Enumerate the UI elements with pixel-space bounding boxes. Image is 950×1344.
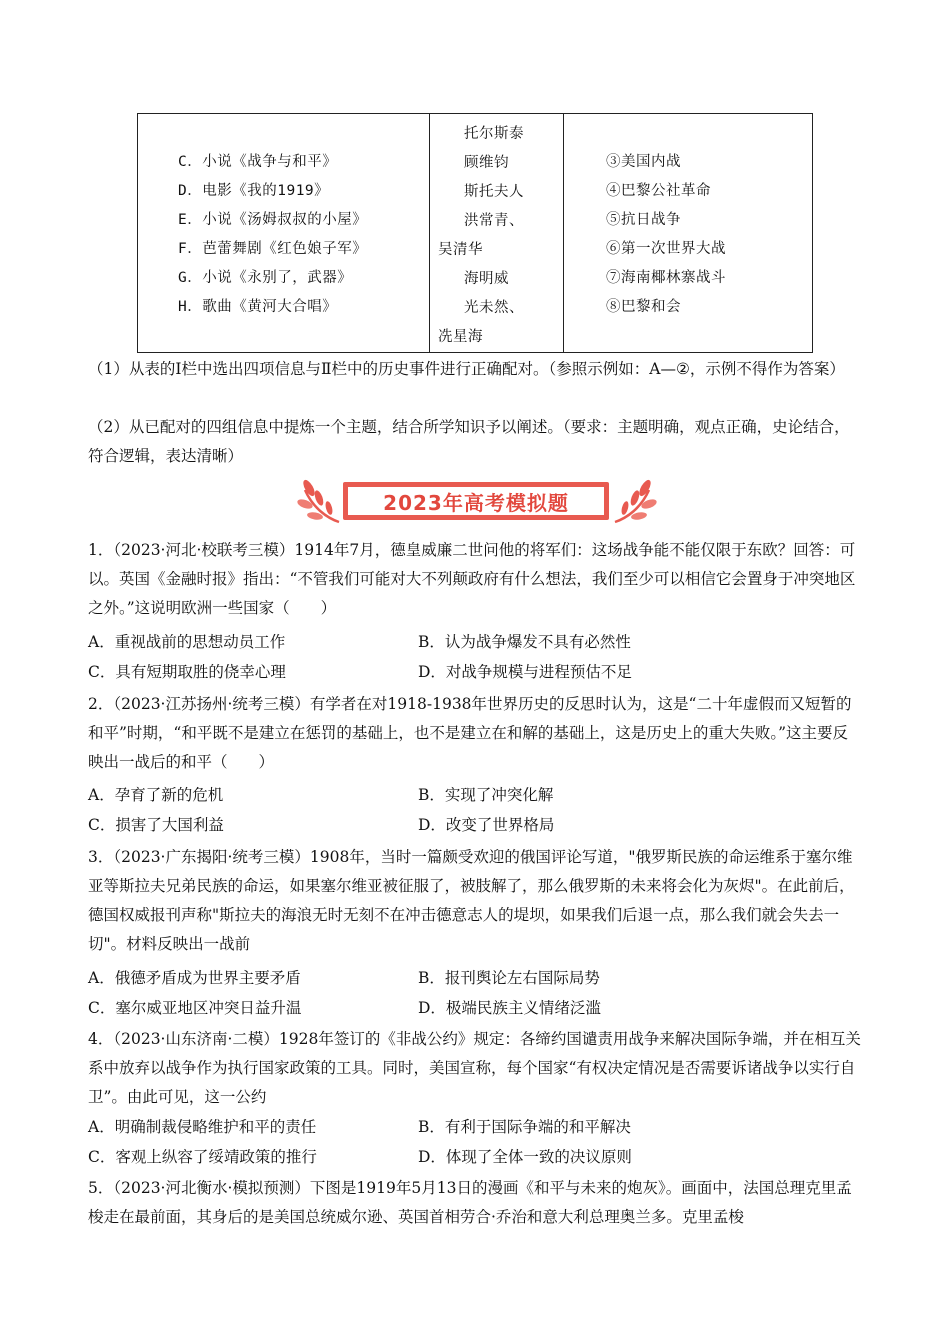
matching-table (137, 113, 813, 353)
question-4-option-b[interactable]: B．有利于国际争端的和平解决 (418, 1118, 631, 1136)
leaf-decoration-right-icon (611, 478, 657, 528)
question-4-option-c[interactable]: C．客观上纵容了绥靖政策的推行 (88, 1148, 317, 1166)
table-cell: D．电影《我的1919》 (178, 183, 330, 199)
table-cell: 光未然、 (464, 300, 524, 316)
table-cell: ④巴黎公社革命 (606, 183, 711, 199)
table-cell: 吴清华 (438, 242, 483, 258)
question-4-option-a[interactable]: A．明确制裁侵略维护和平的责任 (88, 1118, 317, 1136)
table-cell: ③美国内战 (606, 154, 681, 170)
table-cell: 冼星海 (438, 329, 483, 345)
table-column-events (564, 114, 812, 352)
question-1-option-b[interactable]: B．认为战争爆发不具有必然性 (418, 633, 631, 651)
table-cell: H．歌曲《黄河大合唱》 (178, 299, 338, 315)
question-1-option-a[interactable]: A．重视战前的思想动员工作 (88, 633, 286, 651)
banner-title: 2023年高考模拟题 (383, 490, 569, 515)
banner-frame (343, 482, 609, 520)
table-column-authors (430, 114, 564, 352)
table-cell: ⑤抗日战争 (606, 212, 681, 228)
table-cell: 洪常青、 (464, 213, 524, 229)
question-5-stem: 5．（2023·河北衡水·模拟预测）下图是1919年5月13日的漫画《和平与未来的炮灰》。画面中，法国总理克里孟梭走在最前面，其身后的是美国总统威尔逊、英国首相劳合·乔治和意大利总理奥兰多。克里孟梭 (88, 1179, 852, 1226)
section-banner (297, 478, 657, 528)
table-cell: 顾维钧 (464, 155, 509, 171)
question-2-stem: 2．（2023·江苏扬州·统考三模）有学者在对1918-1938年世界历史的反思时认为，这是“二十年虚假而又短暂的和平”时期，“和平既不是建立在惩罚的基础上，也不是建立在和解的基础上，这是历史上的重大失败。”这主要反映出一战后的和平（ ） (88, 695, 852, 771)
question-1-option-c[interactable]: C．具有短期取胜的侥幸心理 (88, 663, 286, 681)
table-cell: E．小说《汤姆叔叔的小屋》 (178, 212, 368, 228)
question-3-option-a[interactable]: A．俄德矛盾成为世界主要矛盾 (88, 969, 301, 987)
table-cell: G．小说《永别了，武器》 (178, 270, 353, 286)
question-4-stem: 4．（2023·山东济南·二模）1928年签订的《非战公约》规定：各缔约国谴责用战争来解决国际争端，并在相互关系中放弃以战争作为执行国家政策的工具。同时，美国宣称，每个国家“有权决定情况是否需要诉诸战争以实行自卫”。由此可见，这一公约 (88, 1030, 861, 1106)
table-cell: C．小说《战争与和平》 (178, 154, 338, 170)
question-2-option-a[interactable]: A．孕育了新的危机 (88, 786, 224, 804)
question-4-option-d[interactable]: D．体现了全体一致的决议原则 (418, 1148, 632, 1166)
table-cell: ⑦海南椰林寨战斗 (606, 270, 726, 286)
question-1-option-d[interactable]: D．对战争规模与进程预估不足 (418, 663, 632, 681)
question-1-stem: 1．（2023·河北·校联考三模）1914年7月，德皇威廉二世问他的将军们：这场战争能不能仅限于东欧？回答：可以。英国《金融时报》指出：“不管我们可能对大不列颠政府有什么想法，我们至少可以相信它会置身于冲突地区之外。”这说明欧洲一些国家（ ） (88, 541, 856, 617)
table-cell: ⑥第一次世界大战 (606, 241, 726, 257)
question-2-option-d[interactable]: D．改变了世界格局 (418, 816, 555, 834)
table-column-works (138, 114, 430, 352)
question-3-option-d[interactable]: D．极端民族主义情绪泛滥 (418, 999, 601, 1017)
intro-question-1: （1）从表的Ⅰ栏中选出四项信息与Ⅱ栏中的历史事件进行正确配对。（参照示例如：A—②，示例不得作为答案） (88, 360, 845, 378)
table-cell: 托尔斯泰 (464, 126, 524, 142)
question-2-option-b[interactable]: B．实现了冲突化解 (418, 786, 554, 804)
question-3-option-b[interactable]: B．报刊舆论左右国际局势 (418, 969, 600, 987)
intro-question-2: （2）从已配对的四组信息中提炼一个主题，结合所学知识予以阐述。（要求：主题明确，观点正确，史论结合，符合逻辑，表达清晰） (88, 418, 850, 465)
table-cell: ⑧巴黎和会 (606, 299, 681, 315)
leaf-decoration-left-icon (297, 478, 343, 528)
question-3-option-c[interactable]: C．塞尔威亚地区冲突日益升温 (88, 999, 302, 1017)
table-cell: F．芭蕾舞剧《红色娘子军》 (178, 241, 368, 257)
question-2-option-c[interactable]: C．损害了大国利益 (88, 816, 224, 834)
table-cell: 海明威 (464, 271, 509, 287)
question-3-stem: 3．（2023·广东揭阳·统考三模）1908年，当时一篇颇受欢迎的俄国评论写道，"俄罗斯民族的命运维系于塞尔维亚等斯拉夫兄弟民族的命运，如果塞尔维亚被征服了，被肢解了，那么俄罗斯的未来将会化为灰烬"。在此前后，德国权威报刊声称"斯拉夫的海浪无时无刻不在冲击德意志人的堤坝，如果我们后退一点，那么我们就会失去一切"。材料反映出一战前 (88, 848, 855, 953)
table-cell: 斯托夫人 (464, 184, 524, 200)
